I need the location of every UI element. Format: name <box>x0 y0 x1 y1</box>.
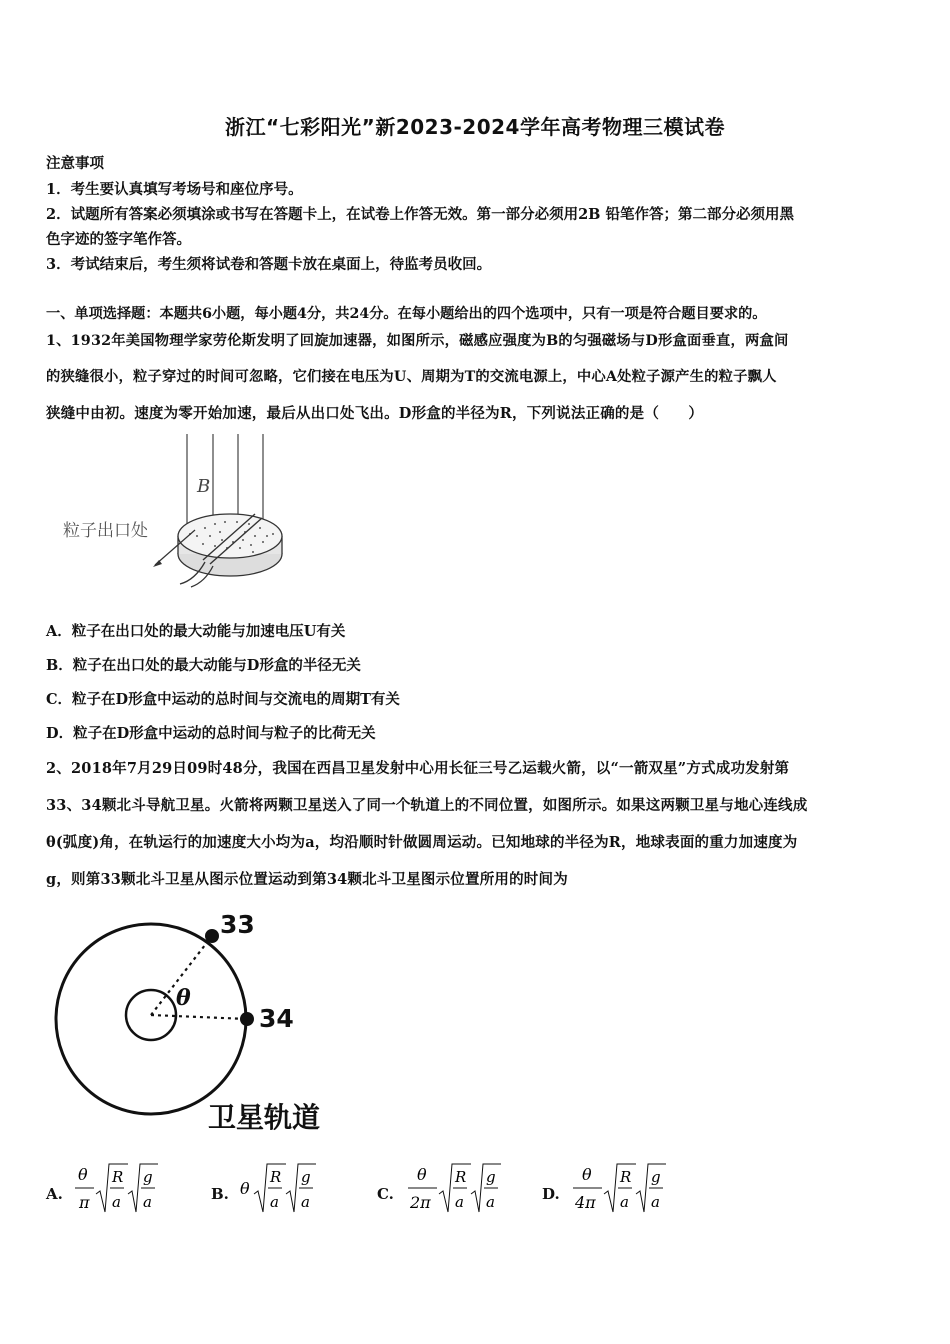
svg-text:g: g <box>486 1168 496 1186</box>
svg-text:θ: θ <box>417 1165 427 1184</box>
question-2-option-c-formula[interactable] <box>405 1158 505 1216</box>
svg-text:g: g <box>143 1168 153 1186</box>
orbit-figure <box>50 905 340 1140</box>
svg-text:a: a <box>455 1193 464 1211</box>
question-1-option-a[interactable]: A．粒子在出口处的最大动能与加速电压U有关 <box>46 623 346 640</box>
svg-text:a: a <box>620 1193 629 1211</box>
svg-text:R: R <box>270 1168 282 1186</box>
orbit-circle <box>56 924 246 1114</box>
question-1-option-d[interactable]: D．粒子在D形盒中运动的总时间与粒子的比荷无关 <box>46 725 376 742</box>
svg-text:a: a <box>112 1193 121 1211</box>
question-2-option-d-formula[interactable] <box>570 1158 670 1216</box>
svg-text:4π: 4π <box>575 1193 596 1212</box>
svg-text:R: R <box>455 1168 467 1186</box>
question-2-option-b-letter[interactable]: B. <box>211 1185 229 1203</box>
cyclotron-figure <box>55 432 295 590</box>
question-2-option-a-formula[interactable] <box>72 1158 162 1216</box>
question-2-option-d-letter[interactable]: D. <box>542 1185 560 1203</box>
orbit-caption: 卫星轨道 <box>208 1101 321 1134</box>
satellite-33 <box>205 929 219 943</box>
question-2-option-c-letter[interactable]: C. <box>377 1185 394 1203</box>
question-2-line: g，则第33颗北斗卫星从图示位置运动到第34颗北斗卫星图示位置所用的时间为 <box>46 871 568 888</box>
svg-text:2π: 2π <box>410 1193 431 1212</box>
section-heading: 一、单项选择题：本题共6小题，每小题4分，共24分。在每小题给出的四个选项中，只有一项是符合题目要求的。 <box>46 306 767 322</box>
satellite-34-label: 34 <box>259 1004 294 1033</box>
satellite-34 <box>240 1012 254 1026</box>
svg-text:a: a <box>651 1193 660 1211</box>
svg-text:a: a <box>301 1193 310 1211</box>
svg-text:g: g <box>301 1168 311 1186</box>
notes-item: 2．试题所有答案必须填涂或书写在答题卡上，在试卷上作答无效。第一部分必须用2B 铅笔作答；第二部分必须用黑 <box>46 206 794 223</box>
svg-text:θ: θ <box>582 1165 592 1184</box>
svg-text:θ: θ <box>240 1179 250 1198</box>
satellite-33-label: 33 <box>220 910 255 939</box>
question-2-line: θ(弧度)角，在轨运行的加速度大小均为a，均沿顺时针做圆周运动。已知地球的半径为R，地球表面的重力加速度为 <box>46 834 798 851</box>
question-1-option-b[interactable]: B．粒子在出口处的最大动能与D形盒的半径无关 <box>46 657 361 674</box>
question-2-line: 33、34颗北斗导航卫星。火箭将两颗卫星送入了同一个轨道上的不同位置，如图所示。如果这两颗卫星与地心连线成 <box>46 797 808 814</box>
field-label: B <box>197 476 211 497</box>
svg-text:a: a <box>143 1193 152 1211</box>
question-1-line: 1、1932年美国物理学家劳伦斯发明了回旋加速器，如图所示，磁感应强度为B的匀强磁场与D形盒面垂直，两盒间 <box>46 333 789 349</box>
notes-item: 色字迹的签字笔作答。 <box>46 231 191 248</box>
svg-text:θ: θ <box>78 1165 88 1184</box>
question-1-line: 的狭缝很小，粒子穿过的时间可忽略，它们接在电压为U、周期为T的交流电源上，中心A处粒子源产生的粒子飘人 <box>46 369 777 385</box>
question-1-line: 狭缝中由初。速度为零开始加速，最后从出口处飞出。D形盒的半径为R，下列说法正确的是（ ） <box>46 405 704 422</box>
svg-text:R: R <box>112 1168 124 1186</box>
question-2-option-a-letter[interactable]: A. <box>46 1185 63 1203</box>
question-2-option-b-formula[interactable] <box>238 1158 322 1216</box>
svg-text:a: a <box>270 1193 279 1211</box>
question-1-option-c[interactable]: C．粒子在D形盒中运动的总时间与交流电的周期T有关 <box>46 691 400 708</box>
angle-label: θ <box>176 985 191 1011</box>
page-title: 浙江“七彩阳光”新2023-2024学年高考物理三模试卷 <box>225 115 725 139</box>
notes-item: 3．考试结束后，考生须将试卷和答题卡放在桌面上，待监考员收回。 <box>46 256 492 273</box>
exit-label: 粒子出口处 <box>63 521 148 541</box>
notes-item: 1．考生要认真填写考场号和座位序号。 <box>46 181 303 198</box>
svg-text:R: R <box>620 1168 632 1186</box>
svg-text:g: g <box>651 1168 661 1186</box>
svg-text:π: π <box>79 1193 90 1212</box>
notes-heading: 注意事项 <box>46 155 104 172</box>
svg-text:a: a <box>486 1193 495 1211</box>
question-2-line: 2、2018年7月29日09时48分，我国在西昌卫星发射中心用长征三号乙运载火箭，以“一箭双星”方式成功发射第 <box>46 760 790 777</box>
